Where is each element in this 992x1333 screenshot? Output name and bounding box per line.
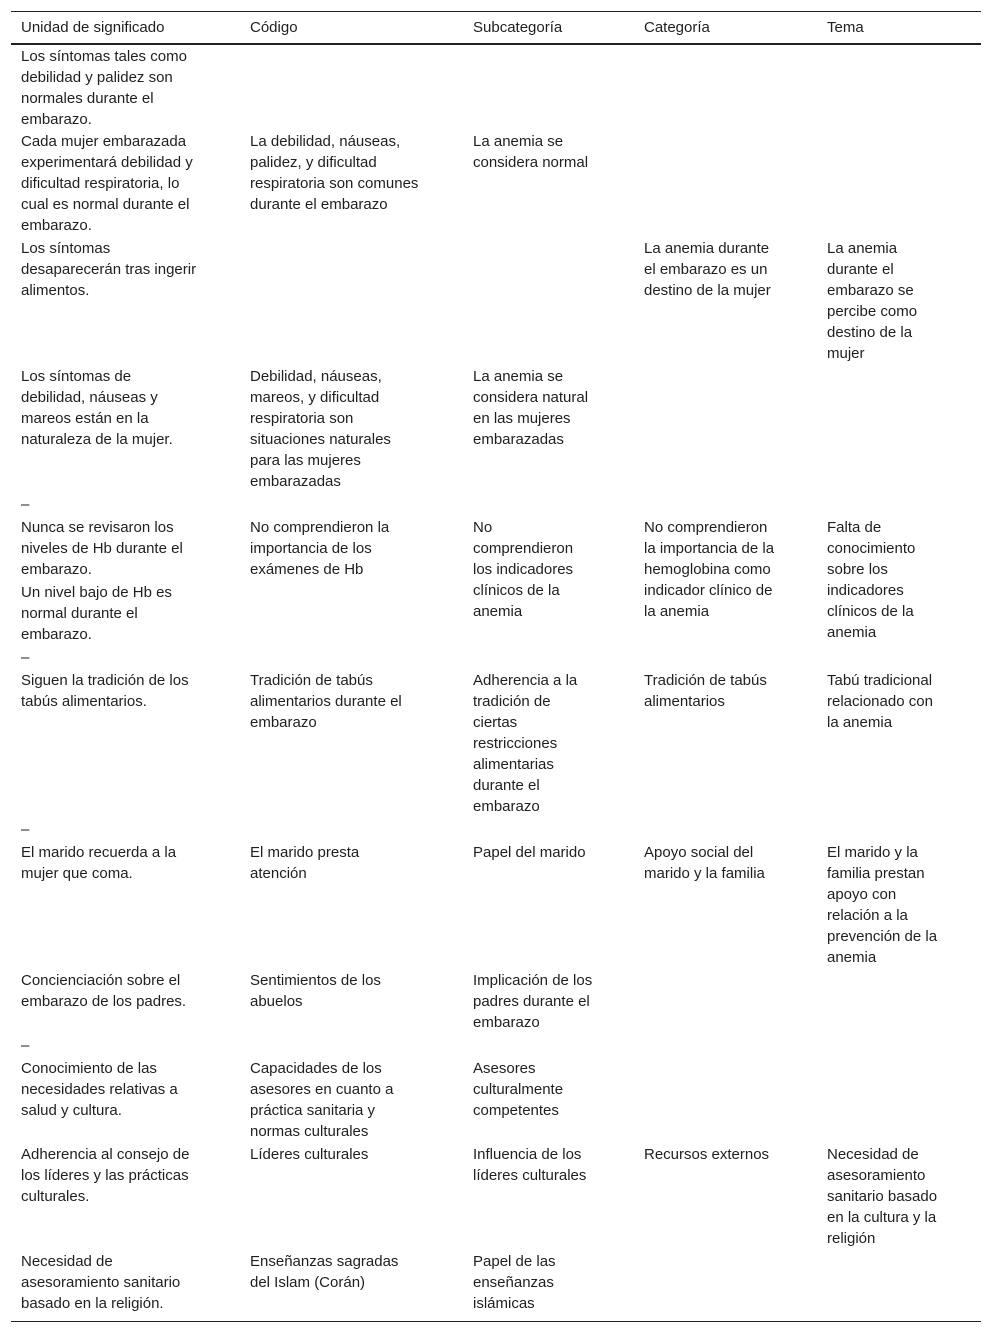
cell-codigo: No comprendieron la importancia de los exámenes de Hb [250, 519, 390, 578]
separator-dash: – [21, 1037, 30, 1054]
cell-categoria: Apoyo social del marido y la familia [644, 844, 765, 882]
cell-subcategoria: Influencia de los líderes culturales [473, 1146, 587, 1184]
separator-dash: – [21, 821, 30, 838]
cell-subcategoria: Papel del marido [473, 844, 586, 861]
cell-codigo: La debilidad, náuseas, palidez, y dificultad respiratoria son comunes durante el embarazo [250, 133, 419, 213]
separator-dash: – [21, 649, 30, 666]
cell-categoria: La anemia durante el embarazo es un destino de la mujer [644, 240, 771, 299]
cell-codigo: Sentimientos de los abuelos [250, 972, 381, 1010]
cell-unidad: Siguen la tradición de los tabús alimentarios. [21, 672, 189, 710]
cell-unidad: Cada mujer embarazada experimentará debilidad y dificultad respiratoria, lo cual es normal durante el embarazo. [21, 133, 193, 234]
cell-subcategoria: Asesores culturalmente competentes [473, 1060, 564, 1119]
cell-subcategoria: No comprendieron los indicadores clínicos de la anemia [473, 519, 574, 620]
cell-unidad: Necesidad de asesoramiento sanitario basado en la religión. [21, 1253, 181, 1312]
cell-unidad: Nunca se revisaron los niveles de Hb durante el embarazo. [21, 519, 183, 578]
cell-categoria: Tradición de tabús alimentarios [644, 672, 767, 710]
cell-unidad: Conocimiento de las necesidades relativas a salud y cultura. [21, 1060, 178, 1119]
table-bottom-rule [11, 1321, 981, 1322]
cell-codigo: Líderes culturales [250, 1146, 369, 1163]
header-subcategoria: Subcategoría [473, 19, 563, 36]
header-rule [11, 43, 981, 45]
cell-codigo: El marido presta atención [250, 844, 360, 882]
cell-unidad: Los síntomas tales como debilidad y palidez son normales durante el embarazo. [21, 48, 187, 128]
cell-unidad: Los síntomas de debilidad, náuseas y mareos están en la naturaleza de la mujer. [21, 368, 173, 448]
cell-tema: Falta de conocimiento sobre los indicadores clínicos de la anemia [827, 519, 916, 641]
header-categoria: Categoría [644, 19, 710, 36]
separator-dash: – [21, 496, 30, 513]
cell-codigo: Tradición de tabús alimentarios durante el embarazo [250, 672, 402, 731]
header-codigo: Código [250, 19, 298, 36]
cell-subcategoria: Papel de las enseñanzas islámicas [473, 1253, 556, 1312]
cell-codigo: Debilidad, náuseas, mareos, y dificultad respiratoria son situaciones naturales para las mujeres embarazadas [250, 368, 391, 490]
cell-unidad: Un nivel bajo de Hb es normal durante el embarazo. [21, 584, 172, 643]
cell-codigo: Capacidades de los asesores en cuanto a práctica sanitaria y normas culturales [250, 1060, 394, 1140]
cell-categoria: Recursos externos [644, 1146, 770, 1163]
cell-unidad: El marido recuerda a la mujer que coma. [21, 844, 177, 882]
cell-unidad: Adherencia al consejo de los líderes y las prácticas culturales. [21, 1146, 190, 1205]
cell-tema: Necesidad de asesoramiento sanitario basado en la cultura y la religión [827, 1146, 938, 1247]
cell-tema: La anemia durante el embarazo se percibe como destino de la mujer [827, 240, 918, 362]
cell-categoria: No comprendieron la importancia de la hemoglobina como indicador clínico de la anemia [644, 519, 775, 620]
cell-subcategoria: Implicación de los padres durante el embarazo [473, 972, 593, 1031]
header-unidad: Unidad de significado [21, 19, 165, 36]
cell-subcategoria: Adherencia a la tradición de ciertas restricciones alimentarias durante el embarazo [473, 672, 578, 815]
cell-codigo: Enseñanzas sagradas del Islam (Corán) [250, 1253, 399, 1291]
cell-tema: Tabú tradicional relacionado con la anemia [827, 672, 933, 731]
cell-subcategoria: La anemia se considera normal [473, 133, 589, 171]
cell-tema: El marido y la familia prestan apoyo con relación a la prevención de la anemia [827, 844, 938, 966]
header-tema: Tema [827, 19, 864, 36]
cell-subcategoria: La anemia se considera natural en las mujeres embarazadas [473, 368, 589, 448]
cell-unidad: Los síntomas desaparecerán tras ingerir alimentos. [21, 240, 197, 299]
table-top-rule [11, 11, 981, 12]
cell-unidad: Concienciación sobre el embarazo de los padres. [21, 972, 187, 1010]
